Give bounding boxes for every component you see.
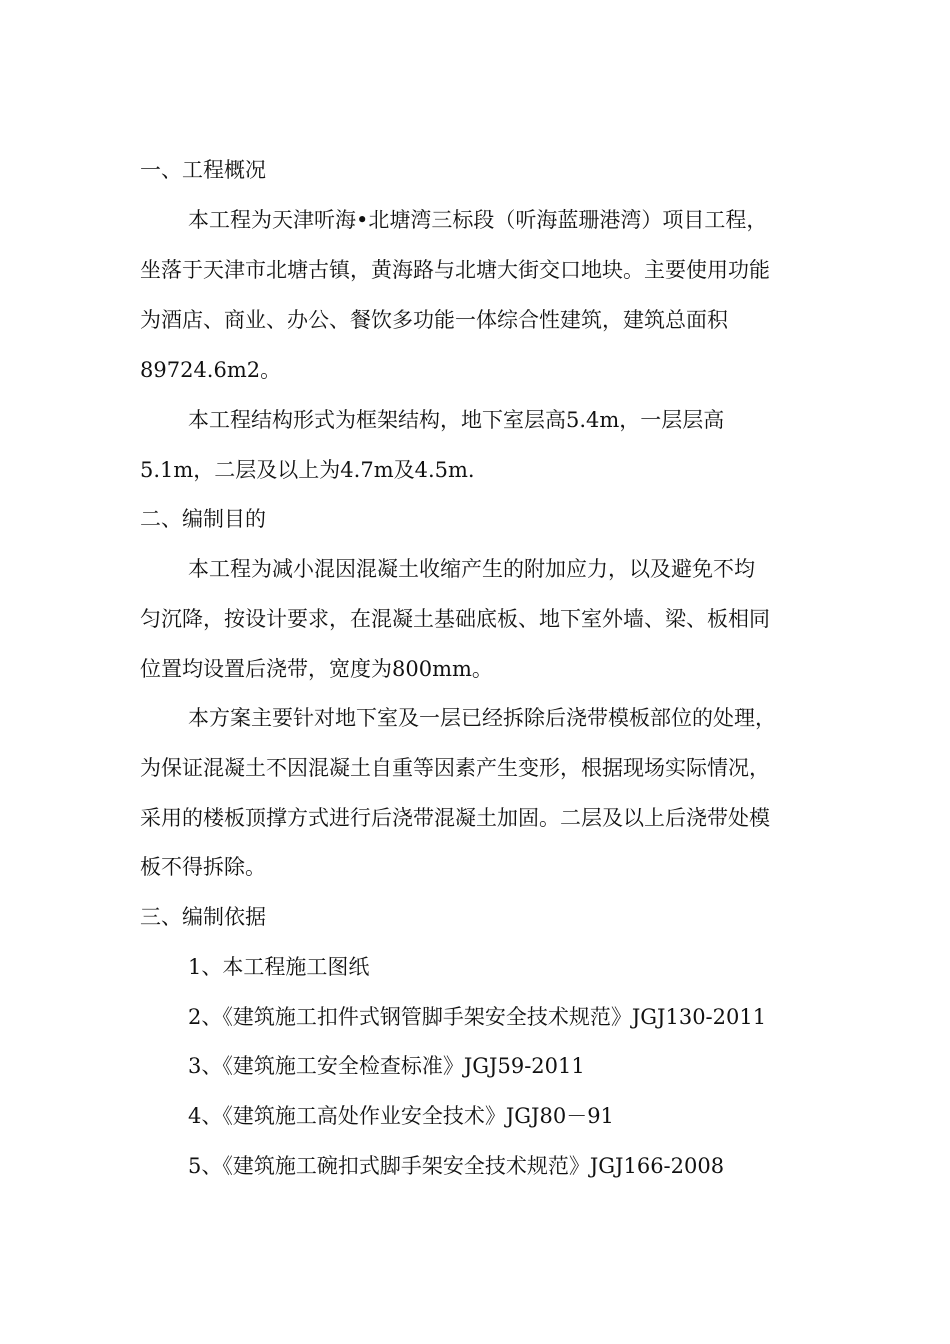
list-item: 5、《建筑施工碗扣式脚手架安全技术规范》JGJ166-2008: [188, 1154, 725, 1178]
paragraph-line: 位置均设置后浇带，宽度为800mm。: [140, 657, 493, 681]
paragraph-line: 本工程结构形式为框架结构，地下室层高5.4m，一层层高: [188, 408, 725, 432]
section-heading-basis: 三、编制依据: [140, 905, 266, 929]
paragraph-line: 本方案主要针对地下室及一层已经拆除后浇带模板部位的处理，: [188, 706, 776, 730]
paragraph-line: 板不得拆除。: [140, 855, 266, 879]
list-item: 2、《建筑施工扣件式钢管脚手架安全技术规范》JGJ130-2011: [188, 1005, 767, 1029]
paragraph-line: 本工程为天津听海•北塘湾三标段（听海蓝珊港湾）项目工程，: [188, 208, 768, 232]
paragraph-line: 为酒店、商业、办公、餐饮多功能一体综合性建筑，建筑总面积: [140, 308, 728, 332]
list-item: 1、本工程施工图纸: [188, 955, 370, 979]
section-heading-purpose: 二、编制目的: [140, 507, 266, 531]
paragraph-line: 本工程为减小混因混凝土收缩产生的附加应力，以及避免不均: [188, 557, 755, 581]
list-item: 3、《建筑施工安全检查标准》JGJ59-2011: [188, 1054, 585, 1078]
paragraph-line: 89724.6m2。: [140, 358, 282, 382]
paragraph-line: 为保证混凝土不因混凝土自重等因素产生变形，根据现场实际情况，: [140, 756, 770, 780]
paragraph-line: 匀沉降，按设计要求，在混凝土基础底板、地下室外墙、梁、板相同: [140, 607, 770, 631]
section-heading-overview: 一、工程概况: [140, 158, 266, 182]
paragraph-line: 5.1m，二层及以上为4.7m及4.5m.: [140, 458, 475, 482]
paragraph-line: 坐落于天津市北塘古镇，黄海路与北塘大街交口地块。主要使用功能: [140, 258, 770, 282]
list-item: 4、《建筑施工高处作业安全技术》JGJ80－91: [188, 1104, 614, 1128]
paragraph-line: 采用的楼板顶撑方式进行后浇带混凝土加固。二层及以上后浇带处模: [140, 806, 770, 830]
